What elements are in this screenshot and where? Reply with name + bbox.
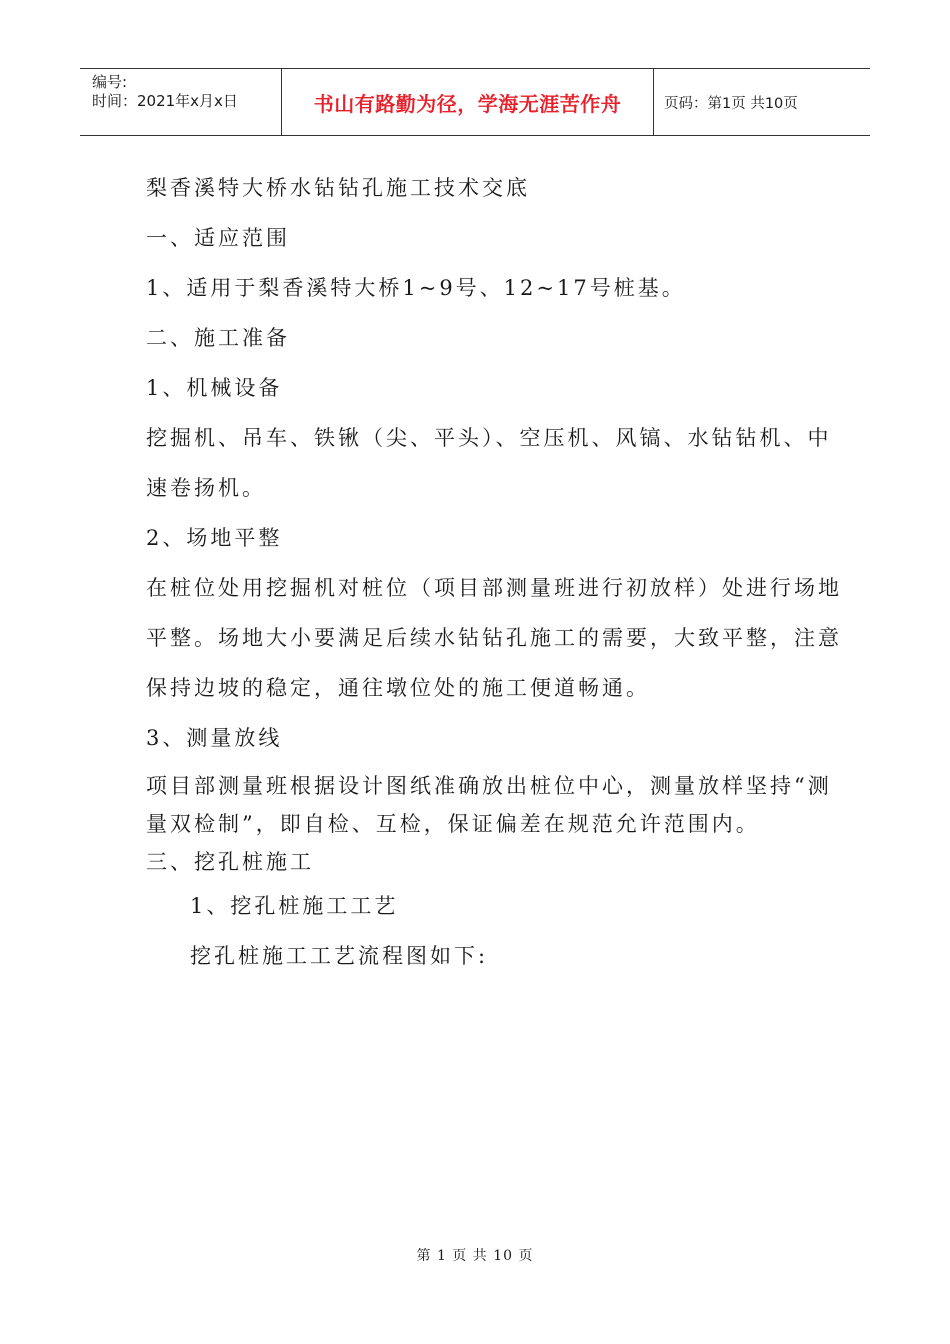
code-label: 编号:	[92, 73, 128, 91]
date-label: 时间：2021年x月x日	[92, 92, 238, 110]
section-2-sub-2: 2、场地平整	[146, 526, 283, 550]
section-3-heading: 三、挖孔桩施工	[146, 850, 314, 874]
paragraph-line: 项目部测量班根据设计图纸准确放出桩位中心，测量放样坚持“测	[146, 774, 832, 798]
paragraph-line: 平整。场地大小要满足后续水钻钻孔施工的需要，大致平整，注意	[146, 626, 842, 650]
section-2-sub-1: 1、机械设备	[146, 376, 283, 400]
section-2-heading: 二、施工准备	[146, 326, 290, 350]
page-header	[80, 68, 870, 136]
paragraph-line: 挖掘机、吊车、铁锹（尖、平头）、空压机、风镐、水钻钻机、中	[146, 426, 832, 450]
header-motto: 书山有路勤为径，学海无涯苦作舟	[282, 69, 654, 135]
section-1-heading: 一、适应范围	[146, 226, 290, 250]
section-2-sub-3: 3、测量放线	[146, 726, 283, 750]
section-1-item-1: 1、适用于梨香溪特大桥1~9号、12~17号桩基。	[146, 276, 686, 300]
header-meta	[80, 69, 282, 135]
paragraph-line: 量双检制”，即自检、互检，保证偏差在规范允许范围内。	[146, 812, 760, 836]
paragraph-line: 保持边坡的稳定，通往墩位处的施工便道畅通。	[146, 676, 650, 700]
section-3-sub-1: 1、挖孔桩施工工艺	[190, 894, 399, 918]
page-footer: 第 1 页 共 10 页	[416, 1248, 534, 1264]
document-title: 梨香溪特大桥水钻钻孔施工技术交底	[146, 176, 530, 200]
header-page-info: 页码：第1页 共10页	[664, 95, 798, 112]
paragraph-line: 速卷扬机。	[146, 476, 266, 500]
paragraph-line: 挖孔桩施工工艺流程图如下:	[190, 944, 489, 968]
paragraph-line: 在桩位处用挖掘机对桩位（项目部测量班进行初放样）处进行场地	[146, 576, 842, 600]
